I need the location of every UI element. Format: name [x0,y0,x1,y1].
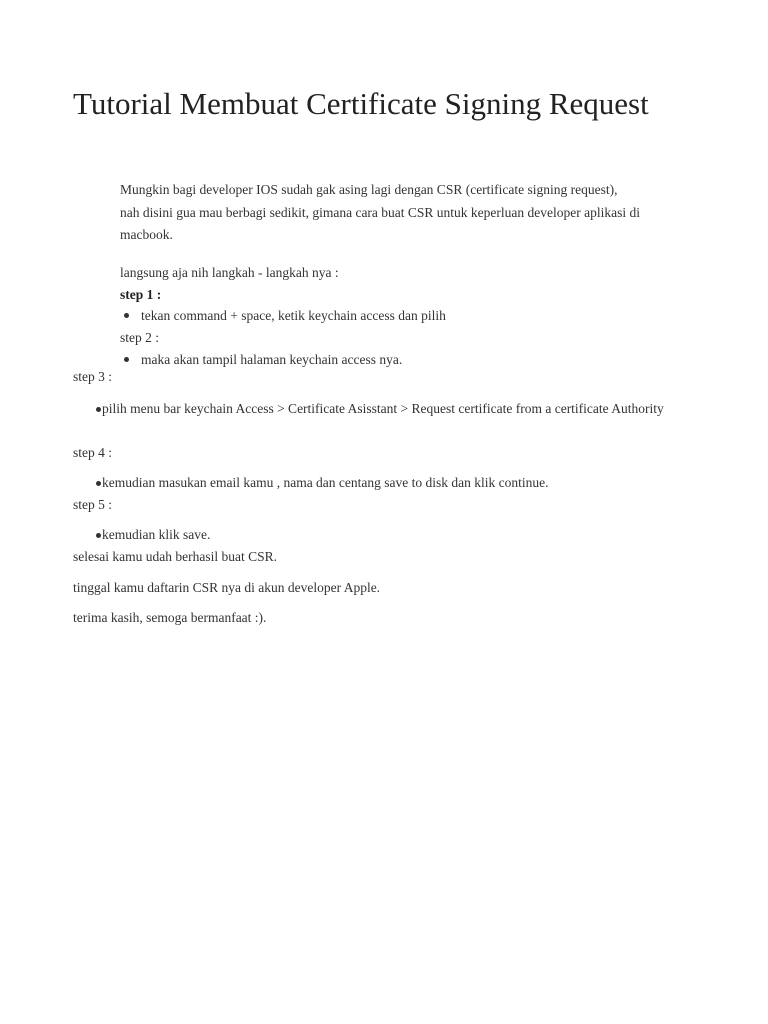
page-title: Tutorial Membuat Certificate Signing Request [73,86,649,121]
closing-line-1: selesai kamu udah berhasil buat CSR. [73,549,277,564]
step-1-label: step 1 : [120,287,162,302]
closing-line-2: tinggal kamu daftarin CSR nya di akun developer Apple. [73,580,381,595]
step-4-item: kemudian masukan email kamu , nama dan centang save to disk dan klik continue. [102,475,549,490]
bullet-icon [96,481,101,486]
step-4-label: step 4 : [73,445,112,460]
bullet-icon [96,533,101,538]
lead-text: langsung aja nih langkah - langkah nya : [120,265,339,280]
intro-paragraph: Mungkin bagi developer IOS sudah gak asing lagi dengan CSR (certificate signing request), nah disini gua mau berbagi sedikit, gimana cara buat CSR untuk keperluan developer aplikasi di macbook. [120,182,640,242]
step-2-item: maka akan tampil halaman keychain access nya. [141,352,403,367]
step-1-item: tekan command + space, ketik keychain access dan pilih [141,308,446,323]
step-5-item: kemudian klik save. [102,527,211,542]
bullet-icon [124,313,129,318]
step-3-label: step 3 : [73,369,112,384]
closing-line-3: terima kasih, semoga bermanfaat :). [73,610,267,625]
step-5-label: step 5 : [73,497,112,512]
step-2-label: step 2 : [120,330,159,345]
bullet-icon [124,357,129,362]
step-3-item: pilih menu bar keychain Access > Certificate Asisstant > Request certificate from a certificate Authority [102,401,664,416]
